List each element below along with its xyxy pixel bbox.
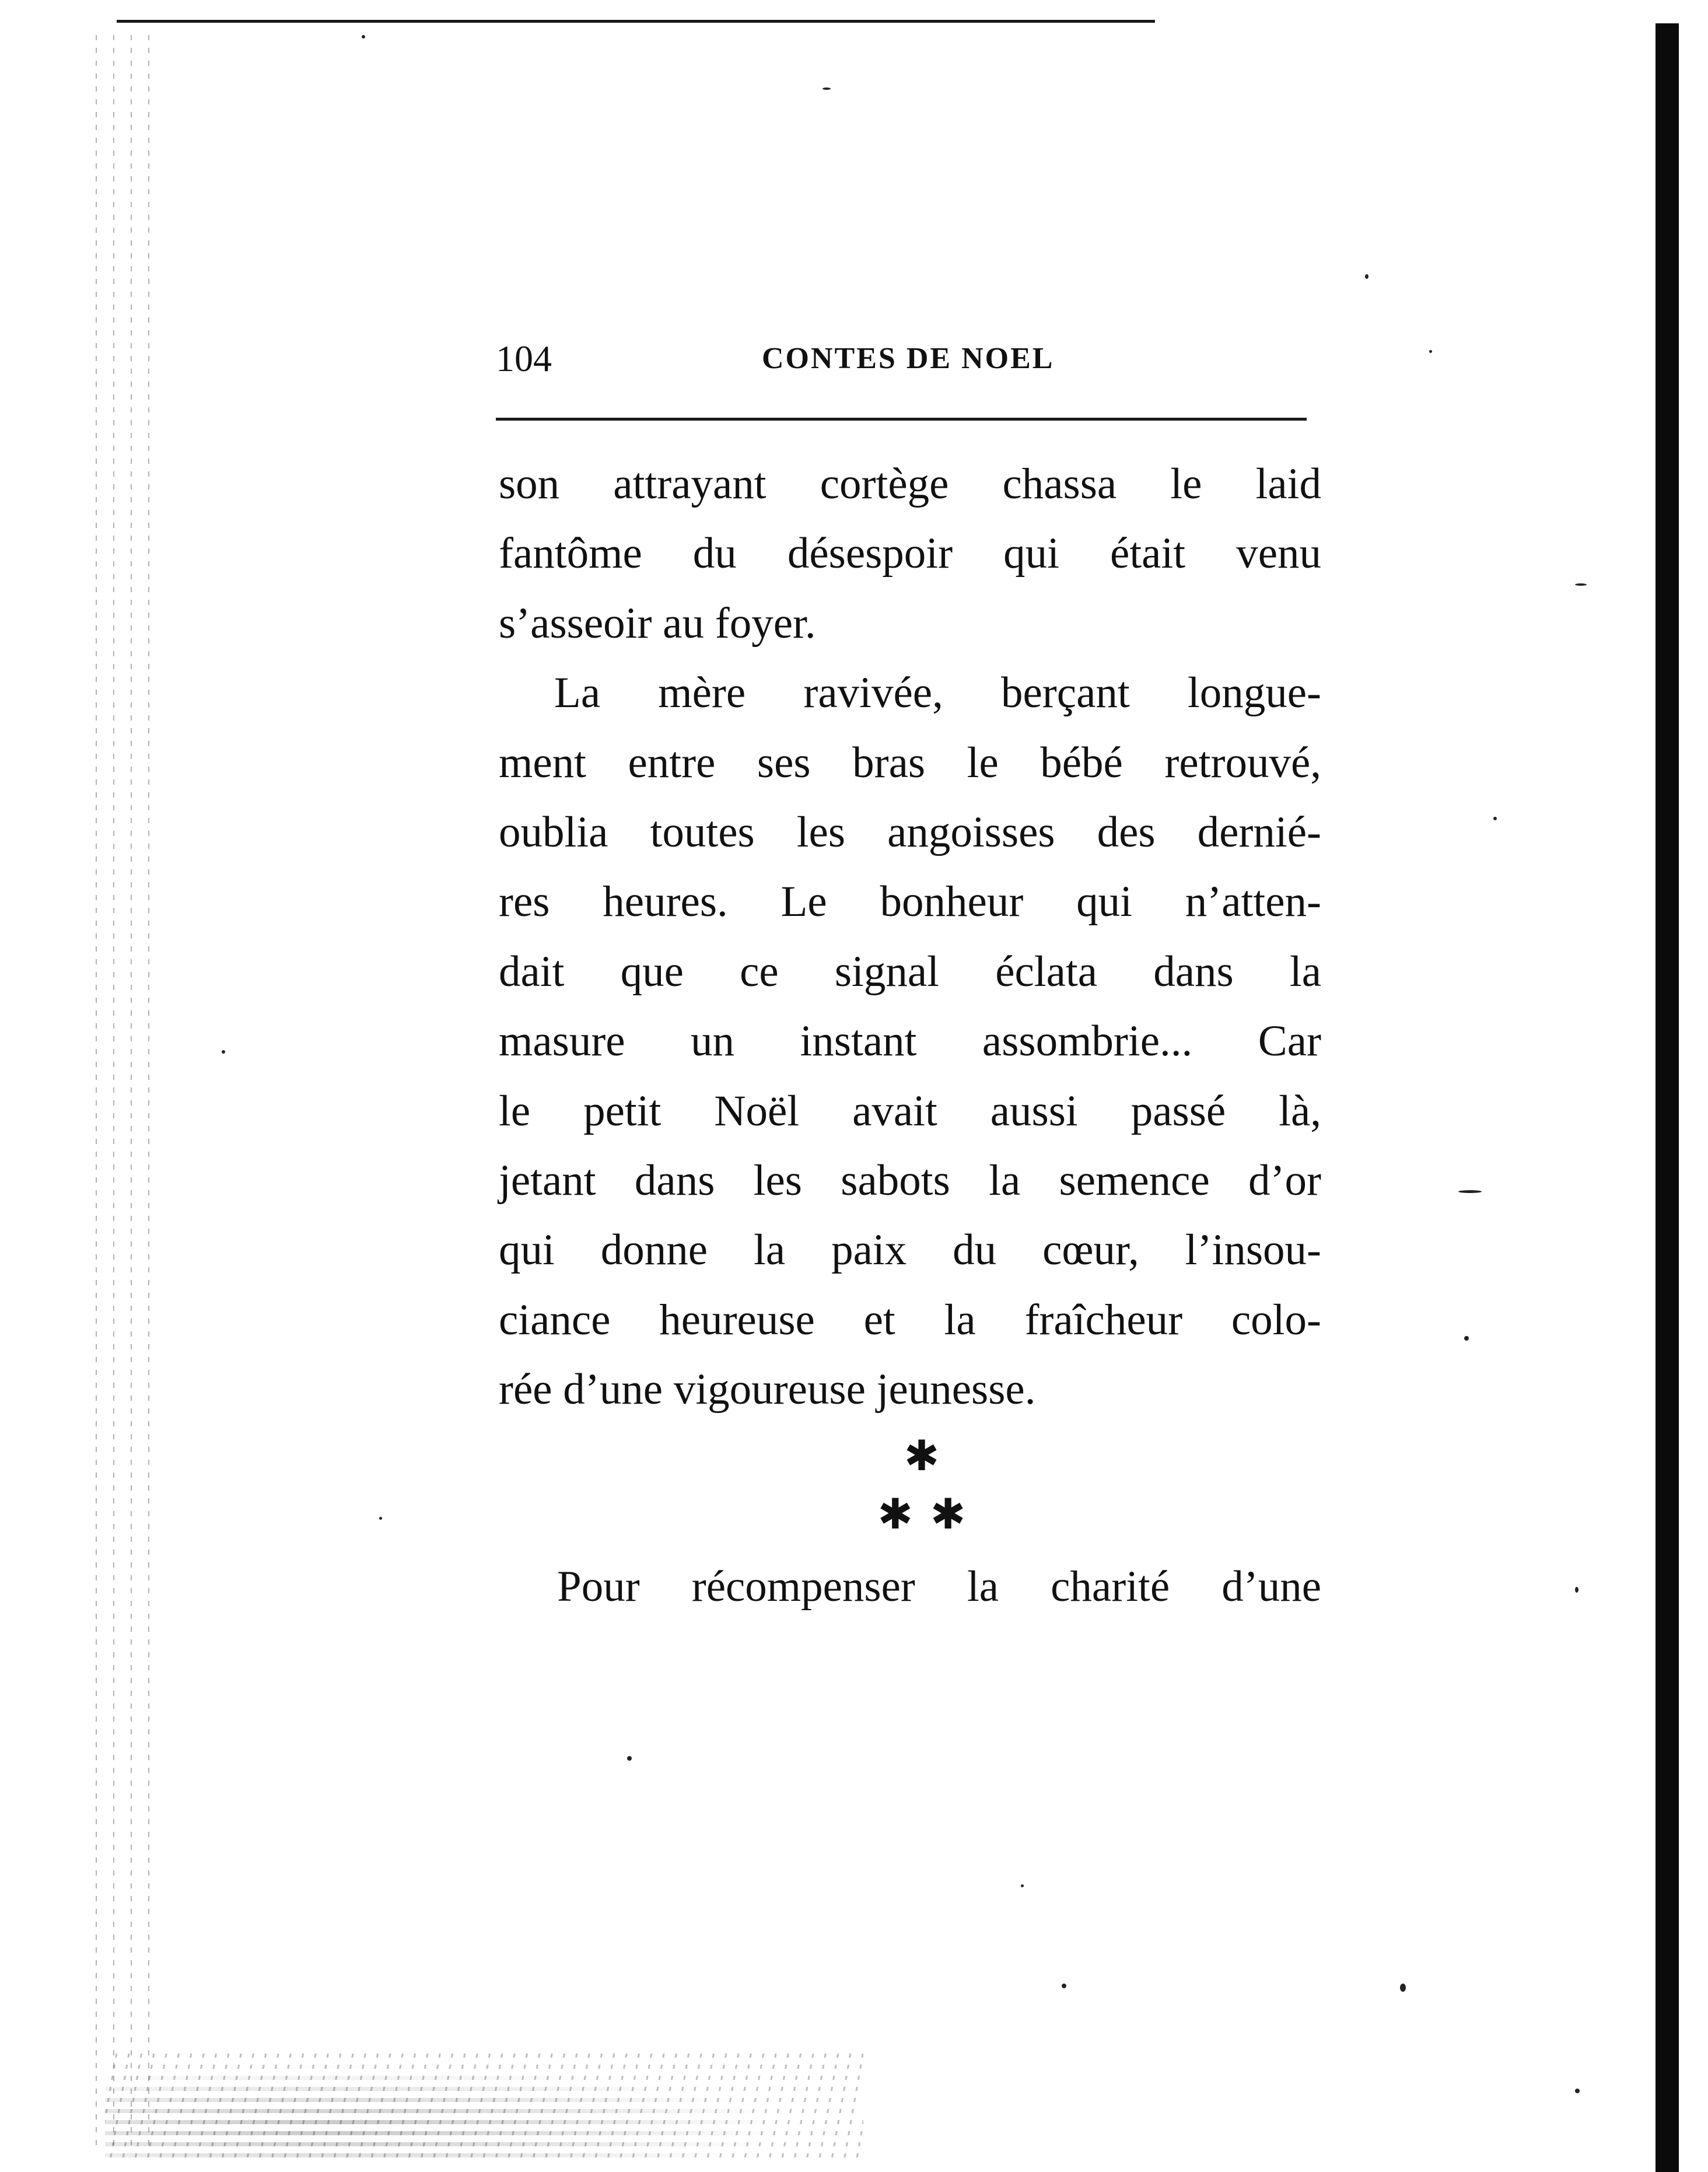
scan-speck: [1493, 817, 1497, 820]
text-line: dait que ce signal éclata dans la: [499, 947, 1321, 996]
page-top-edge: [117, 20, 1155, 23]
scan-speck: [1464, 1336, 1469, 1341]
text-line: Pour récompenser la charité d’une: [557, 1562, 1321, 1611]
page-number: 104: [496, 338, 552, 379]
text-line: oublia toutes les angoisses des dernié-: [499, 807, 1321, 856]
scan-speck: [1365, 274, 1368, 279]
text-line: s’asseoir au foyer.: [499, 599, 816, 648]
scan-speck: [627, 1756, 632, 1761]
scan-speck: [1458, 1190, 1482, 1193]
scan-speck: [1062, 1984, 1066, 1988]
text-line: ment entre ses bras le bébé retrouvé,: [499, 738, 1321, 787]
scan-speck: [1021, 1884, 1024, 1887]
scan-speck: [379, 1517, 382, 1520]
text-line: masure un instant assombrie... Car: [499, 1017, 1321, 1066]
text-line: le petit Noël avait aussi passé là,: [499, 1086, 1321, 1135]
scan-speck: [1575, 1587, 1578, 1593]
scan-speck: [1429, 350, 1432, 353]
page-left-gutter: [88, 35, 152, 2153]
scan-speck: [362, 35, 365, 39]
text-line: jetant dans les sabots la semence d’or: [499, 1156, 1321, 1205]
text-line: La mère ravivée, berçant longue-: [554, 669, 1321, 718]
scan-speck: [1575, 583, 1587, 586]
page-binding-edge: [1656, 23, 1679, 2172]
text-line: rée d’une vigoureuse jeunesse.: [499, 1365, 1036, 1414]
running-title: CONTES DE NOEL: [762, 342, 1055, 375]
running-header: [496, 333, 1301, 385]
section-break-asterism-top: ✱: [904, 1431, 940, 1480]
text-line: son attrayant cortège chassa le laid: [499, 460, 1321, 508]
text-line: res heures. Le bonheur qui n’atten-: [499, 877, 1321, 926]
scan-speck: [1400, 1984, 1406, 1992]
text-line: fantôme du désespoir qui était venu: [499, 529, 1321, 578]
scan-speck: [1575, 2089, 1580, 2093]
text-line: ciance heureuse et la fraîcheur colo-: [499, 1295, 1321, 1344]
text-line: qui donne la paix du cœur, l’insou-: [499, 1226, 1321, 1275]
body-text: [499, 449, 1321, 1424]
scan-speck: [222, 1050, 225, 1054]
header-rule: [496, 418, 1307, 421]
page-bottom-smudge: [105, 2054, 863, 2159]
scan-speck: [822, 88, 831, 90]
section-break-asterism-bottom: ✱✱: [877, 1489, 984, 1538]
